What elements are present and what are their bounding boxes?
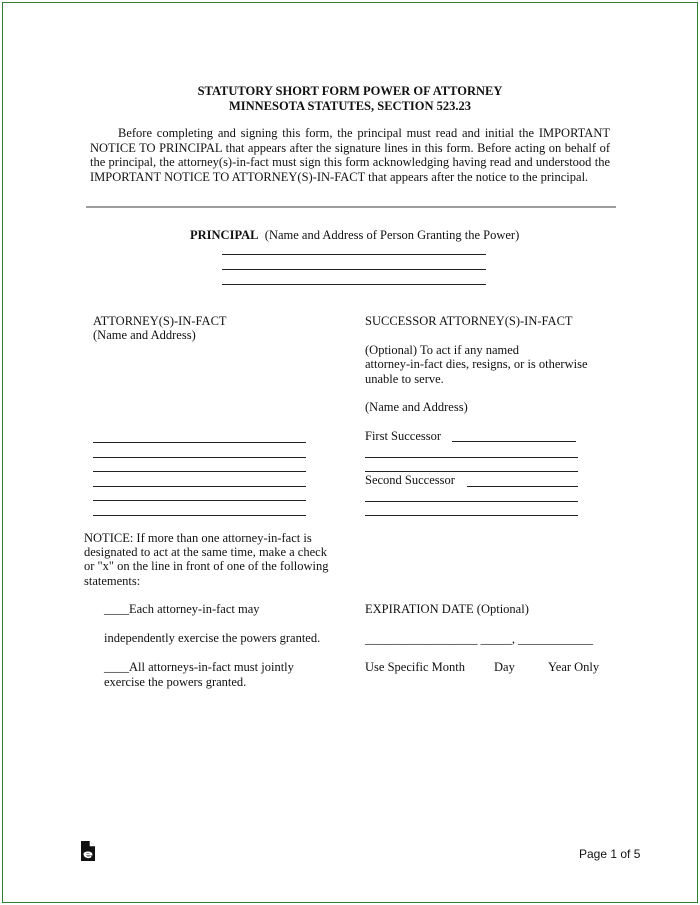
first-successor-line[interactable] <box>452 441 576 442</box>
notice-line2: designated to act at the same time, make a check <box>84 545 327 559</box>
notice-line4: statements: <box>84 574 141 588</box>
first-successor-line-2[interactable] <box>365 457 578 458</box>
principal-name-line[interactable] <box>222 254 486 255</box>
option-each-line1[interactable]: ____Each attorney-in-fact may <box>104 602 260 616</box>
attorney-line-3[interactable] <box>93 471 306 472</box>
expiration-label-month: Use Specific Month <box>365 660 465 674</box>
document-e-icon <box>80 840 96 862</box>
principal-heading <box>190 228 519 243</box>
successor-optional-line1: (Optional) To act if any named <box>365 343 520 357</box>
principal-address-line-1[interactable] <box>222 269 486 270</box>
page-number: Page 1 of 5 <box>579 847 641 861</box>
successor-name-address: (Name and Address) <box>365 400 468 414</box>
attorney-heading: ATTORNEY(S)-IN-FACT <box>93 314 227 328</box>
form-title-line2: MINNESOTA STATUTES, SECTION 523.23 <box>228 99 472 113</box>
form-title-line1: STATUTORY SHORT FORM POWER OF ATTORNEY <box>197 84 503 98</box>
option-each-line2: independently exercise the powers granted. <box>104 631 321 645</box>
principal-address-line-2[interactable] <box>222 284 486 285</box>
successor-heading: SUCCESSOR ATTORNEY(S)-IN-FACT <box>365 314 573 328</box>
first-successor-label: First Successor <box>365 429 442 443</box>
notice-line3: or "x" on the line in front of one of the following <box>84 559 329 573</box>
second-successor-line[interactable] <box>467 486 578 487</box>
principal-label: PRINCIPAL <box>190 228 259 242</box>
option-all-line1[interactable]: ____All attorneys-in-fact must jointly <box>104 660 294 674</box>
expiration-label-day: Day <box>494 660 515 674</box>
first-successor-line-3[interactable] <box>365 471 578 472</box>
expiration-date-blanks[interactable]: __________________ _____, ____________ <box>365 632 594 646</box>
successor-optional-line3: unable to serve. <box>365 372 444 386</box>
second-successor-label: Second Successor <box>365 473 455 487</box>
principal-subtitle: (Name and Address of Person Granting the Power) <box>264 228 520 242</box>
attorney-line-1[interactable] <box>93 442 306 443</box>
attorney-subheading: (Name and Address) <box>93 328 196 342</box>
attorney-line-2[interactable] <box>93 457 306 458</box>
option-all-line2: exercise the powers granted. <box>104 675 247 689</box>
expiration-heading: EXPIRATION DATE (Optional) <box>365 602 529 616</box>
section-divider <box>86 206 616 208</box>
second-successor-line-3[interactable] <box>365 515 578 516</box>
attorney-line-4[interactable] <box>93 486 306 487</box>
intro-text: Before completing and signing this form, the principal must read and initial the IMPORTANT NOTICE TO PRINCIPAL that appears after the signature lines in this form. Before acting on behalf of the principal, the attorney(s)-in-fact must sign this form acknowledging having read and understood the IMPORTANT NOTICE TO ATTORNEY(S)-IN-FACT that appears after the notice to the principal. <box>90 126 610 184</box>
successor-optional-line2: attorney-in-fact dies, resigns, or is otherwise <box>365 357 588 371</box>
attorney-line-6[interactable] <box>93 515 306 516</box>
intro-paragraph <box>90 126 610 184</box>
notice-line1: NOTICE: If more than one attorney-in-fact is <box>84 531 312 545</box>
expiration-label-year: Year Only <box>548 660 600 674</box>
second-successor-line-2[interactable] <box>365 501 578 502</box>
attorney-line-5[interactable] <box>93 500 306 501</box>
